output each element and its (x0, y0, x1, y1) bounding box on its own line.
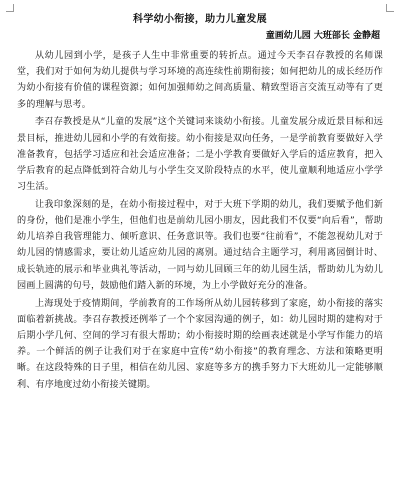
crop-mark-top-left (6, 4, 14, 12)
document-body (17, 48, 383, 494)
body-paragraph-3: 让我印象深刻的是，在幼小衔接过程中，对于大班下学期的幼儿，我们要赋予他们新的身份，他们是准小学生，但他们也是前幼儿园小朋友，因此我们不仅要“向后看”，帮助幼儿培养自我管理能力、倾听意识、任务意识等。我们也要“往前看”，不能忽视幼儿对于幼儿园的情感需求，要让幼儿适应幼儿园的离别。通过结合主题学习，利用离园倒计时、成长轨迹的展示和毕业典礼等活动，一同与幼儿回顾三年的幼儿园生活，帮助幼儿为幼儿园画上圆满的句号，鼓励他们踏入新的环境，为上小学做好充分的准备。 (17, 199, 383, 291)
body-paragraph-2: 李召存教授是从“儿童的发展”这个关键词来谈幼小衔接。儿童发展分成近景目标和远景目标，推进幼儿园和小学的有效衔接。幼小衔接是双向任务，一是学前教育要做好入学准备教育，包括学习适应和社会适应准备；二是小学教育要做好入学后的适应教育，把入学后教育的起点降低到符合幼儿与小学生交叉阶段特点的水平，使儿童顺利地适应小学学习生活。 (17, 117, 383, 193)
document-author: 童画幼儿园 大班部长 金静超 (265, 31, 380, 41)
body-paragraph-1: 从幼儿园到小学，是孩子人生中非常重要的转折点。通过今天李召存教授的名师课堂，我们对于如何为幼儿提供与学习环境的高连续性前期衔接；如何把幼儿的成长经历作为幼小衔接有价值的课程资源；如何加强师幼之间高质量、精致型语言交流互动等有了更多的理解与思考。 (17, 51, 383, 110)
body-paragraph-4: 上海现处于疫情期间，学前教育的工作场所从幼儿园转移到了家庭，幼小衔接的落实面临着新挑战。李召存教授还例举了一个个家园沟通的例子，如：幼儿园时期的建构对于后期小学几何、空间的学习有很大帮助；幼小衔接时期的绘画表述就是小学写作能力的培养。一个鲜活的例子让我们对于在家庭中宣传“幼小衔接”的教育理念、方法和策略更明晰。在这段特殊的日子里，相信在幼儿园、家庭等多方的携手努力下大班幼儿一定能够顺利、有序地度过幼小衔接关键期。 (17, 298, 383, 390)
crop-mark-top-right (386, 4, 394, 12)
document-title: 科学幼小衔接，助力儿童发展 (133, 14, 267, 25)
